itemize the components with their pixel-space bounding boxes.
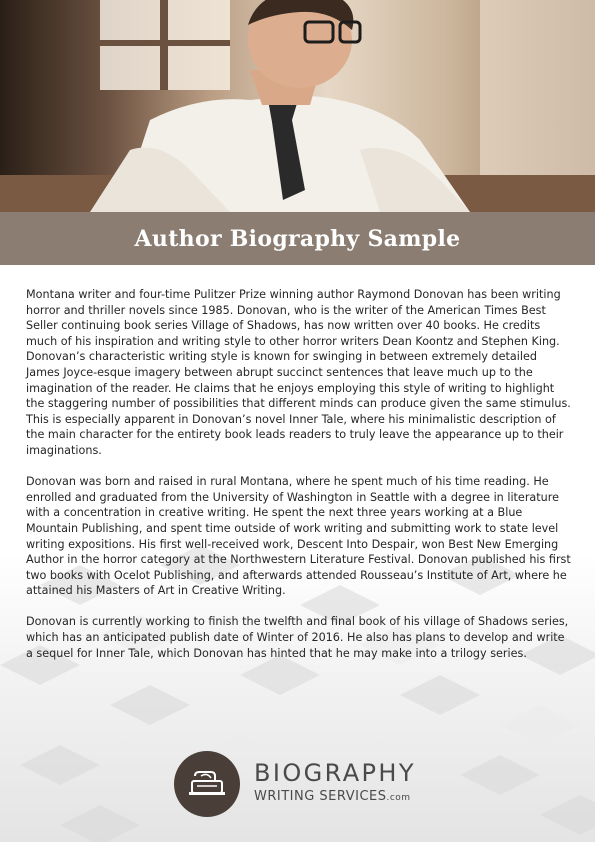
title-band xyxy=(0,212,595,265)
paragraph: Montana writer and four-time Pulitzer Prize winning author Raymond Donovan has been writing horror and thriller novels since 1985. Donovan, who is the writer of the American Times Best Seller continuing book series Village of Shadows, has now written over 40 books. He credits much of his inspiration and writing style to other horror writers Dean Koontz and Stephen King. Donovan’s characteristic writing style is known for swinging in between extremely detailed James Joyce-esque imagery between abrupt succinct sentences that leave much up to the imagination of the reader. He claims that he enjoys employing this style of writing to highlight the staggering number of possibilities that different minds can produce given the same stimulus. This is especially apparent in Donovan’s novel Inner Tale, where his minimalistic description of the main character for the entirety book leads readers to truly leave the appearance up to their imaginations. xyxy=(26,288,571,457)
logo-wordmark-biography: BIOGRAPHY xyxy=(254,759,416,787)
content-area xyxy=(0,265,595,842)
logo-domain-suffix: .com xyxy=(386,793,411,803)
logo-wordmark-writing-services xyxy=(254,789,411,804)
header-photo xyxy=(0,0,595,212)
logo-line2-text: WRITING SERVICES xyxy=(254,789,387,804)
writer-photo-illustration xyxy=(0,0,595,212)
biography-text xyxy=(26,287,571,677)
page-title: Author Biography Sample xyxy=(134,225,461,252)
typewriter-icon xyxy=(174,751,240,817)
paragraph: Donovan is currently working to finish the twelfth and final book of his village of Shadows series, which has an anticipated publish date of Winter of 2016. He also has plans to develop and write a sequel for Inner Tale, which Donovan has hinted that he may make into a trilogy series. xyxy=(26,615,569,660)
paragraph: Donovan was born and raised in rural Montana, where he spent much of his time reading. He enrolled and graduated from the University of Washington in Seattle with a degree in literature with a concentration in creative writing. He spent the next three years working at a Blue Mountain Publishing, and spent time outside of work writing and submitting work to state level writing expositions. His first well-received work, Descent Into Despair, won Best New Emerging Author in the horror category at the Northwestern Literature Festival. Donovan published his first two books with Ocelot Publishing, and afterwards attended Rousseau’s Institute of Art, where he attained his Masters of Art in Creative Writing. xyxy=(26,475,571,598)
company-logo xyxy=(174,749,434,819)
